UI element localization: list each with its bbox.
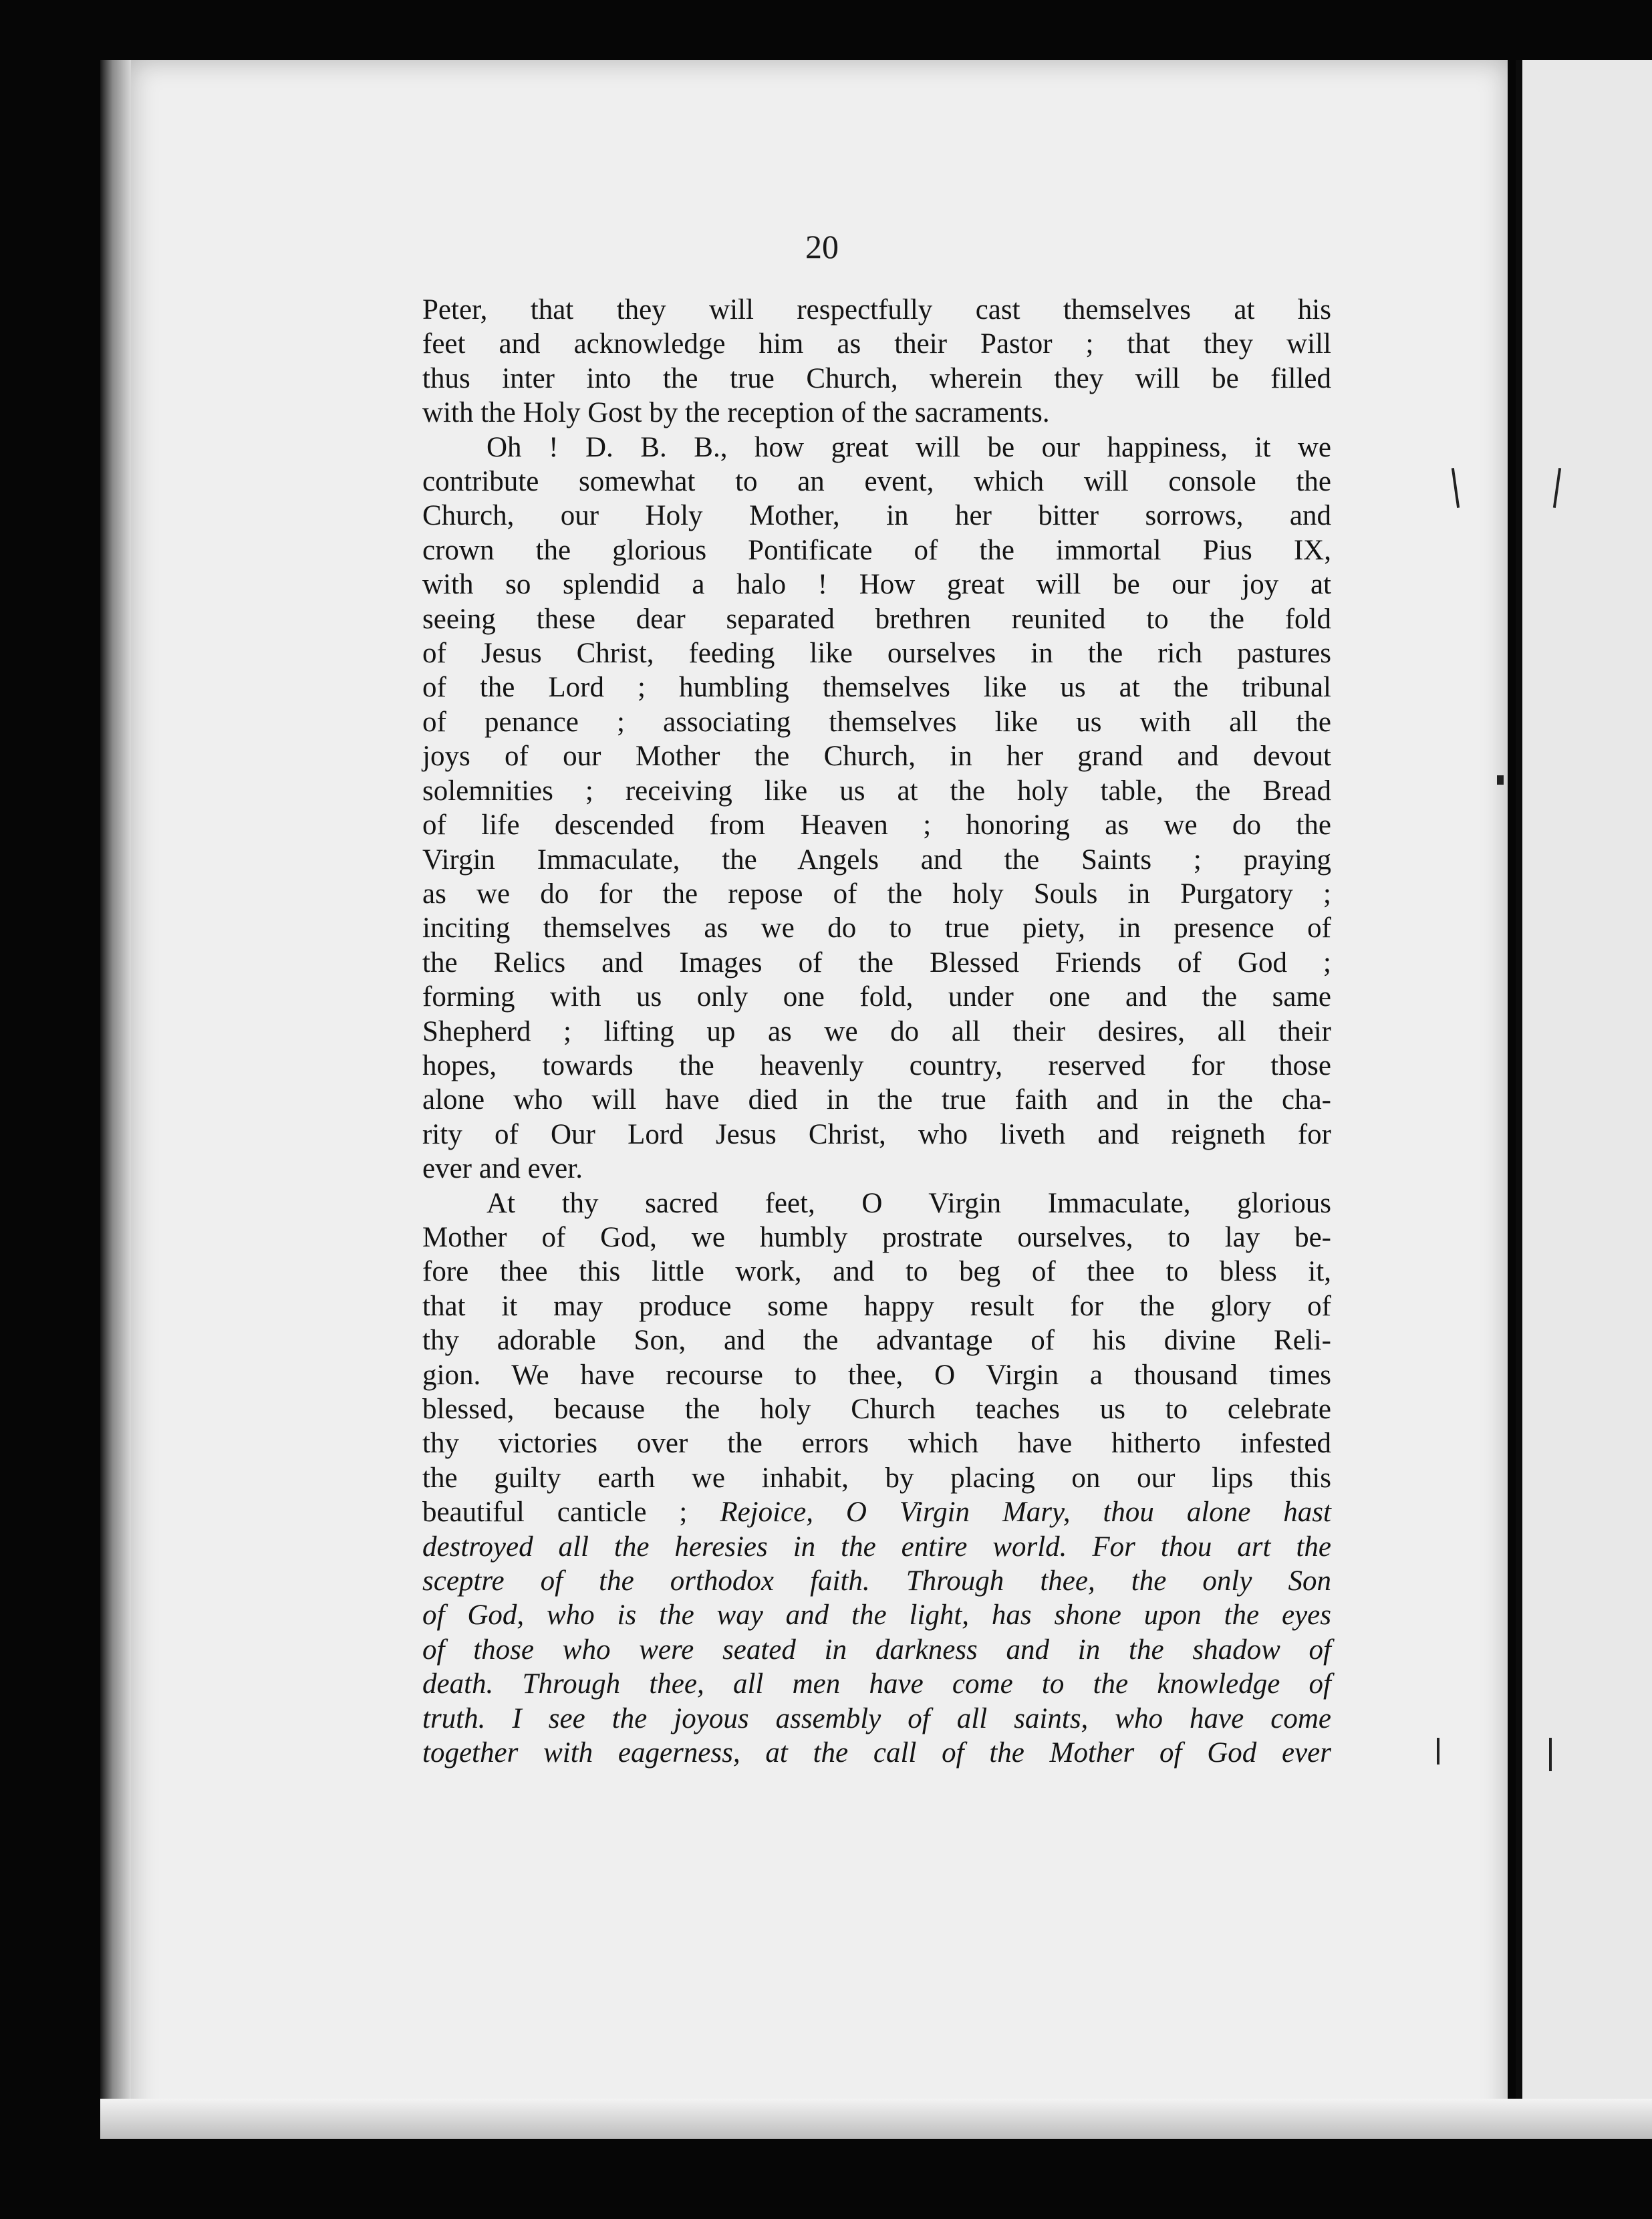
text-line: fore thee this little work, and to beg of thee to bless it, <box>422 1256 1331 1288</box>
text-line: Virgin Immaculate, the Angels and the Saints ; praying <box>422 843 1331 876</box>
text-line: that it may produce some happy result for the glory of <box>422 1290 1331 1322</box>
text-line: seeing these dear separated brethren reunited to the fold <box>422 603 1331 635</box>
text-line: of penance ; associating themselves like us with all the <box>422 706 1331 738</box>
text-line: as we do for the repose of the holy Souls in Purgatory ; <box>422 878 1331 910</box>
text-line: together with eagerness, at the call of the Mother of God ever <box>422 1737 1331 1769</box>
text-line: of Jesus Christ, feeding like ourselves in the rich pastures <box>422 638 1331 670</box>
text-line: Church, our Holy Mother, in her bitter sorrows, and <box>422 500 1331 532</box>
text-line: forming with us only one fold, under one and the same <box>422 981 1331 1013</box>
text-line: inciting themselves as we do to true piety, in presence of <box>422 912 1331 944</box>
text-line: contribute somewhat to an event, which will console the <box>422 466 1331 498</box>
page-edge <box>100 60 131 2139</box>
body-text <box>422 293 1331 1770</box>
text-line: joys of our Mother the Church, in her grand and devout <box>422 741 1331 773</box>
text-line: Mother of God, we humbly prostrate ourselves, to lay be- <box>422 1221 1331 1253</box>
text-line: of life descended from Heaven ; honoring as we do the <box>422 809 1331 841</box>
text-line: gion. We have recourse to thee, O Virgin a thousand times <box>422 1359 1331 1391</box>
text-line: thy adorable Son, and the advantage of his divine Reli- <box>422 1325 1331 1357</box>
text-line: Oh ! D. B. B., how great will be our happiness, it we <box>487 431 1331 463</box>
scan-speck <box>1437 1738 1439 1765</box>
page-number: 20 <box>805 228 839 265</box>
text-line: alone who will have died in the true faith and in the cha- <box>422 1084 1331 1116</box>
text-line: with so splendid a halo ! How great will be our joy at <box>422 569 1331 601</box>
text-line: thus inter into the true Church, wherein they will be filled <box>422 362 1331 394</box>
page-bottom-edge <box>100 2099 1652 2139</box>
text-line: truth. I see the joyous assembly of all saints, who have come <box>422 1702 1331 1734</box>
text-line: with the Holy Gost by the reception of the sacraments. <box>422 397 1050 429</box>
text-line: thy victories over the errors which have hitherto infested <box>422 1428 1331 1460</box>
text-line: blessed, because the holy Church teaches us to celebrate <box>422 1394 1331 1425</box>
text-line: rity of Our Lord Jesus Christ, who liveth and reigneth for <box>422 1118 1331 1150</box>
text-line: of the Lord ; humbling themselves like us at the tribunal <box>422 672 1331 704</box>
text-line: the Relics and Images of the Blessed Friends of God ; <box>422 946 1331 978</box>
text-line: solemnities ; receiving like us at the holy table, the Bread <box>422 775 1331 807</box>
scan-speck <box>1549 1738 1552 1771</box>
text-line: feet and acknowledge him as their Pastor ; that they will <box>422 328 1331 360</box>
text-line: crown the glorious Pontificate of the immortal Pius IX, <box>422 534 1331 566</box>
scan-speck <box>1497 775 1504 785</box>
text-line: death. Through thee, all men have come to the knowledge of <box>422 1668 1331 1700</box>
page-gutter <box>1516 60 1522 2139</box>
text-line: of those who were seated in darkness and in the shadow of <box>422 1634 1331 1666</box>
text-line: destroyed all the heresies in the entire world. For thou art the <box>422 1531 1331 1563</box>
text-line: Peter, that they will respectfully cast themselves at his <box>422 294 1331 325</box>
text-line: of God, who is the way and the light, has shone upon the eyes <box>422 1599 1331 1631</box>
text-line: the guilty earth we inhabit, by placing on our lips this <box>422 1462 1331 1494</box>
text-line: sceptre of the orthodox faith. Through thee, the only Son <box>422 1565 1331 1597</box>
facing-page-edge <box>1522 60 1652 2139</box>
text-line: Shepherd ; lifting up as we do all their desires, all their <box>422 1015 1331 1047</box>
text-line: At thy sacred feet, O Virgin Immaculate, glorious <box>487 1187 1331 1219</box>
text-line: beautiful canticle ; Rejoice, O Virgin Mary, thou alone hast <box>422 1496 1331 1529</box>
text-line: ever and ever. <box>422 1153 583 1185</box>
text-line: hopes, towards the heavenly country, reserved for those <box>422 1049 1331 1081</box>
